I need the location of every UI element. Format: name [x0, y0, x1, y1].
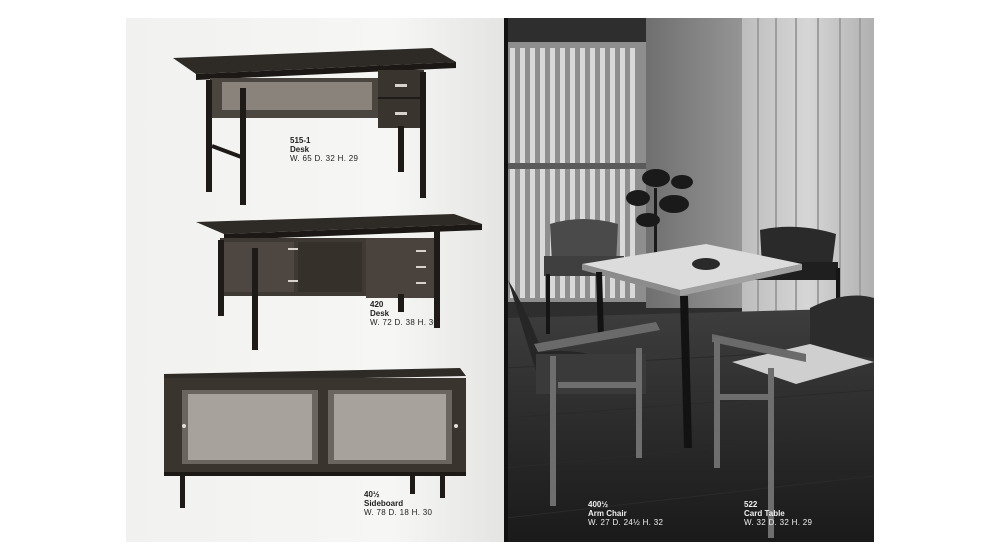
product-dimensions: W. 32 D. 32 H. 29 [744, 518, 813, 527]
desk-515-caption [290, 136, 358, 163]
product-number: 400½ [588, 500, 609, 509]
desk-515-illustration [170, 40, 470, 205]
right-photo-page [506, 18, 874, 542]
product-name: Sideboard [364, 499, 404, 508]
product-dimensions: W. 78 D. 18 H. 30 [364, 508, 433, 517]
product-number: 515-1 [290, 136, 311, 145]
product-dimensions: W. 65 D. 32 H. 29 [290, 154, 359, 163]
room-photograph [506, 18, 874, 542]
desk-420-illustration [194, 208, 489, 358]
left-catalog-page [126, 18, 506, 542]
desk-420-caption [370, 300, 438, 327]
product-name: Arm Chair [588, 509, 627, 518]
sideboard-caption [364, 490, 432, 517]
product-name: Desk [370, 309, 390, 318]
page-gutter [504, 18, 508, 542]
catalog-spread [126, 18, 874, 542]
product-name: Card Table [744, 509, 785, 518]
product-dimensions: W. 27 D. 24½ H. 32 [588, 518, 664, 527]
product-dimensions: W. 72 D. 38 H. 30 [370, 318, 439, 327]
product-number: 420 [370, 300, 384, 309]
product-number: 40½ [364, 490, 380, 499]
product-number: 522 [744, 500, 758, 509]
arm-chair-caption [588, 500, 663, 527]
product-name: Desk [290, 145, 310, 154]
card-table-caption [744, 500, 812, 527]
